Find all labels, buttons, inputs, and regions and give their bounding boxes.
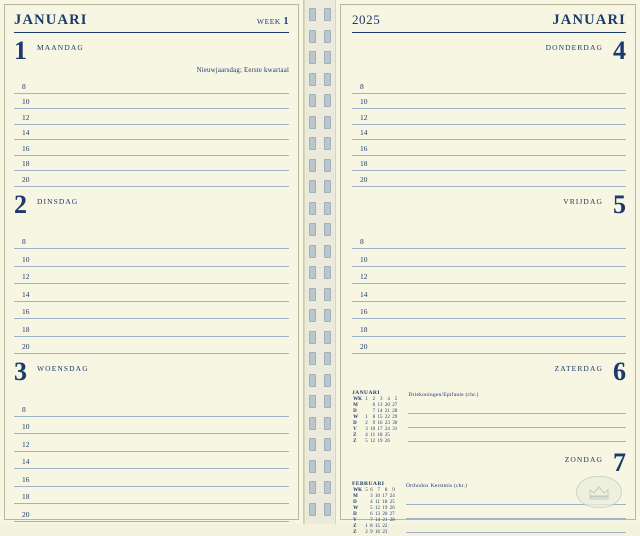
- mini-cell: 20: [384, 403, 390, 409]
- day-entry-5[interactable]: [352, 189, 626, 355]
- day-3-number: 3: [14, 357, 27, 386]
- mini-cell: 9: [392, 488, 395, 494]
- mini-cell: 21: [382, 518, 388, 524]
- hour-label: 12: [359, 112, 368, 122]
- hour-label: 18: [22, 324, 30, 334]
- mini-row-label: D: [353, 500, 357, 506]
- mini-cell: 31: [392, 427, 398, 433]
- binding-ring-icon: [309, 116, 331, 129]
- day-2-number: 2: [14, 189, 27, 219]
- mini-cell: 5: [365, 439, 368, 445]
- mini-row-label: WK: [353, 397, 363, 403]
- mini-cell: [391, 439, 398, 445]
- mini-cell: 17: [382, 494, 388, 500]
- mini-cell: 8: [384, 488, 388, 494]
- mini-cell: 24: [389, 494, 395, 500]
- hour-row: [352, 267, 626, 285]
- mini-cell: 22: [382, 524, 388, 530]
- hour-label: 8: [22, 404, 26, 414]
- hour-label: 14: [22, 128, 30, 137]
- mini-cell: 3: [370, 494, 373, 500]
- hour-row: [14, 487, 289, 505]
- hour-row: [14, 399, 289, 417]
- hour-label: 18: [22, 492, 30, 501]
- mini-cell: 25: [384, 433, 390, 439]
- week-number: 1: [283, 16, 290, 27]
- hour-label: 14: [22, 289, 30, 299]
- mini-calendar-january: [352, 390, 398, 445]
- mini-cell: 18: [382, 500, 388, 506]
- mini-cell: 1: [365, 415, 368, 421]
- day-1-number: 1: [14, 36, 27, 65]
- mini-cell: 17: [377, 427, 383, 433]
- mini-cell: 5: [365, 488, 368, 494]
- mini-cell: 14: [377, 409, 383, 415]
- day-4-hour-grid[interactable]: [352, 78, 626, 187]
- mini-cell: 20: [382, 512, 388, 518]
- day-1-heading: [14, 36, 289, 65]
- binding-ring-icon: [309, 374, 331, 387]
- mini-row-label: WK: [353, 488, 363, 494]
- hour-row: [352, 171, 626, 187]
- hour-row: [352, 109, 626, 125]
- binding-ring-icon: [309, 288, 331, 301]
- binding-ring-icon: [309, 266, 331, 279]
- day-5-number: 5: [612, 189, 626, 219]
- binding-ring-icon: [309, 503, 331, 516]
- mini-cell: 2: [372, 397, 376, 403]
- week-label: WEEK: [256, 17, 281, 26]
- mini-row-label: D: [353, 512, 357, 518]
- day-1-hour-grid[interactable]: [14, 78, 289, 187]
- day-entry-1[interactable]: [14, 36, 290, 187]
- mini-cell: 4: [370, 500, 373, 506]
- mini-calendar-january-title: JANUARI: [351, 390, 380, 396]
- mini-cell: 12: [370, 439, 376, 445]
- mini-row-label: Z: [353, 433, 357, 439]
- mini-cell: 1: [365, 397, 368, 403]
- mini-cell: 21: [384, 409, 390, 415]
- day-5-notes: [352, 221, 626, 230]
- mini-cell: 24: [384, 427, 390, 433]
- mini-cell: 11: [370, 433, 376, 439]
- year-label: 2025: [351, 12, 381, 27]
- mini-cell: 15: [377, 415, 383, 421]
- binding-ring-icon: [309, 51, 331, 64]
- binding-ring-icon: [309, 30, 331, 43]
- hour-row: [352, 125, 626, 141]
- day-2-hour-grid[interactable]: [14, 232, 289, 355]
- mini-cell: 12: [374, 506, 380, 512]
- write-line[interactable]: [408, 414, 626, 428]
- mini-cell: 19: [377, 439, 383, 445]
- mini-cell: 10: [374, 494, 380, 500]
- mini-cell: 22: [384, 415, 390, 421]
- mini-cell: 27: [389, 512, 395, 518]
- binding-ring-icon: [309, 395, 331, 408]
- binding-ring-icon: [309, 417, 331, 430]
- hour-row: [14, 302, 289, 320]
- hour-row: [14, 469, 289, 487]
- hour-row: [352, 337, 626, 355]
- hour-row: [14, 504, 289, 522]
- hour-label: 20: [22, 174, 30, 184]
- hour-label: 14: [359, 289, 368, 299]
- hour-row: [14, 125, 289, 141]
- binding-ring-icon: [309, 73, 331, 86]
- hour-label: 8: [359, 81, 364, 91]
- mini-cell: 14: [374, 518, 380, 524]
- binding-ring-icon: [309, 202, 331, 215]
- mini-cell: 23: [384, 421, 390, 427]
- mini-calendar-january-block: [352, 390, 626, 445]
- mini-row-label: Z: [353, 530, 357, 536]
- hour-label: 14: [359, 128, 368, 137]
- day-3-notes: [14, 388, 289, 397]
- mini-cell: 25: [389, 500, 395, 506]
- mini-cell: 2: [365, 530, 368, 536]
- hour-row: [352, 319, 626, 337]
- hour-row: [352, 249, 626, 267]
- left-page-header: [14, 12, 289, 33]
- mini-row-label: V: [353, 427, 357, 433]
- day-1-notes: Nieuwjaarsdag; Eerste kwartaal: [196, 67, 290, 74]
- mini-calendar-january-table: [352, 397, 398, 445]
- right-page: [336, 0, 640, 536]
- mini-cell: 13: [377, 403, 383, 409]
- binding-ring-icon: [309, 159, 331, 172]
- hour-label: 12: [22, 439, 30, 449]
- mini-row-label: V: [353, 518, 357, 524]
- mini-cell: 11: [375, 500, 380, 506]
- hour-row: [14, 319, 289, 337]
- hour-row: [14, 249, 289, 267]
- day-entry-6[interactable]: [351, 357, 626, 445]
- mini-cell: 26: [389, 506, 395, 512]
- hour-row: [14, 94, 289, 110]
- day-4-heading: [352, 36, 626, 65]
- hour-label: 16: [22, 307, 30, 316]
- hour-label: 10: [22, 254, 30, 264]
- day-entry-3[interactable]: [14, 357, 289, 522]
- hour-label: 18: [359, 159, 368, 168]
- hour-label: 10: [359, 254, 368, 264]
- hour-label: 20: [22, 509, 30, 519]
- week-indicator: [257, 16, 289, 27]
- day-3-hour-grid[interactable]: [14, 399, 289, 522]
- mini-row-label: D: [353, 421, 357, 427]
- mini-cell: 3: [365, 427, 368, 433]
- mini-cell: [389, 530, 396, 536]
- spiral-binding: [304, 0, 336, 524]
- day-entry-4[interactable]: [352, 36, 626, 187]
- mini-cell: 28: [389, 518, 395, 524]
- hour-row: [14, 452, 289, 470]
- mini-cell: 7: [370, 518, 373, 524]
- mini-row: [352, 530, 396, 536]
- day-4-notes: [352, 67, 626, 76]
- mini-cell: 18: [377, 433, 383, 439]
- hour-label: 18: [22, 159, 30, 168]
- crown-icon: [586, 483, 612, 501]
- mini-cell: 13: [374, 512, 380, 518]
- day-7-holiday-text: Orthodox Kerstmis (chr.): [405, 483, 468, 490]
- binding-ring-icon: [309, 245, 331, 258]
- mini-cell: 8: [372, 415, 376, 421]
- mini-row: [352, 439, 398, 445]
- hour-row: [14, 267, 289, 285]
- mini-cell: 7: [377, 488, 380, 494]
- mini-cell: 16: [377, 421, 383, 427]
- binding-ring-icon: [309, 223, 331, 236]
- hour-row: [14, 140, 289, 156]
- day-5-heading: [352, 189, 626, 219]
- mini-cell: 23: [382, 530, 388, 536]
- binding-ring-icon: [309, 137, 331, 150]
- day-5-hour-grid[interactable]: [352, 232, 626, 355]
- mini-row-label: W: [353, 415, 359, 421]
- day-2-heading: [14, 189, 289, 219]
- mini-cell: 4: [387, 397, 390, 403]
- day-7-number: 7: [612, 448, 626, 478]
- day-2-name: DINSDAG: [37, 196, 79, 206]
- hour-row: [352, 140, 626, 156]
- mini-cell: 2: [365, 421, 368, 427]
- right-page-header: [352, 12, 626, 33]
- binding-ring-icon: [309, 180, 331, 193]
- hour-label: 16: [22, 143, 30, 153]
- hour-row: [352, 94, 626, 110]
- hour-row: [14, 171, 289, 187]
- hour-label: 12: [359, 272, 368, 281]
- hour-label: 8: [22, 237, 26, 246]
- write-line[interactable]: [408, 428, 626, 442]
- hour-row: [14, 417, 289, 435]
- hour-label: 8: [22, 81, 26, 91]
- hour-row: [352, 302, 626, 320]
- mini-calendar-february-table: [352, 488, 396, 536]
- mini-cell: 29: [392, 415, 398, 421]
- hour-label: 20: [359, 174, 368, 184]
- hour-label: 18: [359, 324, 368, 334]
- right-month-label: JANUARI: [552, 12, 626, 28]
- left-page: [0, 0, 304, 524]
- hour-label: 10: [22, 97, 30, 106]
- hour-label: 16: [22, 474, 30, 484]
- mini-cell: 27: [392, 403, 398, 409]
- hour-row: [352, 78, 626, 94]
- hour-label: 20: [359, 342, 368, 351]
- hour-label: 20: [22, 342, 30, 351]
- mini-row-label: Z: [353, 524, 357, 530]
- day-5-name: VRIJDAG: [563, 196, 603, 206]
- hour-row: [14, 284, 289, 302]
- mini-cell: 4: [365, 433, 368, 439]
- day-6-write-lines[interactable]: [408, 400, 626, 442]
- mini-cell: 1: [365, 524, 368, 530]
- mini-cell: 5: [394, 397, 398, 403]
- mini-cell: 10: [370, 427, 376, 433]
- mini-row-label: M: [353, 403, 358, 409]
- mini-calendar-february: [352, 481, 396, 536]
- day-6-holiday-text: Driekoningen/Epifanie (chr.): [408, 392, 479, 398]
- hour-label: 14: [22, 457, 30, 466]
- mini-row-label: D: [353, 409, 357, 415]
- day-4-name: DONDERDAG: [545, 43, 603, 52]
- hour-row: [14, 337, 289, 355]
- mini-cell: 6: [370, 488, 373, 494]
- day-7-heading: [352, 448, 626, 478]
- mini-row-label: M: [353, 494, 358, 500]
- hour-label: 10: [359, 97, 368, 106]
- mini-calendar-february-title: FEBRUARI: [351, 481, 385, 488]
- mini-cell: 9: [370, 530, 373, 536]
- hour-label: 16: [359, 143, 368, 153]
- hour-row: [352, 284, 626, 302]
- mini-row-label: Z: [353, 439, 357, 445]
- mini-cell: 7: [372, 409, 376, 415]
- mini-row-label: W: [353, 506, 359, 512]
- hour-row: [14, 156, 289, 172]
- mini-cell: 9: [372, 421, 376, 427]
- binding-ring-icon: [309, 352, 331, 365]
- hour-row: [14, 78, 289, 94]
- mini-cell: 3: [379, 397, 383, 403]
- hour-row: [14, 109, 289, 125]
- mini-cell: 8: [370, 524, 373, 530]
- binding-ring-icon: [309, 309, 331, 322]
- write-line[interactable]: [406, 519, 626, 533]
- mini-cell: 26: [384, 439, 390, 445]
- day-2-notes: [14, 221, 289, 230]
- binding-ring-icon: [309, 8, 331, 21]
- mini-cell: 19: [382, 506, 388, 512]
- day-1-name: MAANDAG: [37, 43, 84, 52]
- mini-cell: 15: [374, 524, 380, 530]
- day-3-name: WOENSDAG: [37, 364, 89, 373]
- day-4-number: 4: [612, 36, 626, 65]
- day-7-name: ZONDAG: [564, 455, 603, 465]
- day-3-heading: [14, 357, 289, 386]
- day-entry-2[interactable]: [14, 189, 289, 355]
- binding-ring-icon: [309, 94, 331, 107]
- day-6-number: 6: [612, 357, 626, 386]
- mini-cell: 6: [370, 512, 373, 518]
- binding-ring-icon: [309, 331, 331, 344]
- mini-cell: 28: [392, 409, 398, 415]
- hour-row: [14, 434, 289, 452]
- day-6-heading: [352, 357, 626, 386]
- mini-cell: 30: [392, 421, 398, 427]
- binding-rings: [305, 8, 335, 516]
- hour-row: [14, 232, 289, 250]
- day-6-name: ZATERDAG: [554, 364, 603, 373]
- write-line[interactable]: [408, 400, 626, 414]
- hour-label: 8: [359, 237, 364, 246]
- hour-row: [352, 232, 626, 250]
- crown-emblem-icon: [576, 476, 622, 508]
- mini-cell: 16: [374, 530, 380, 536]
- hour-label: 12: [22, 272, 30, 281]
- hour-label: 10: [22, 422, 30, 431]
- binding-ring-icon: [309, 438, 331, 451]
- hour-label: 16: [359, 307, 368, 316]
- mini-cell: 5: [370, 506, 373, 512]
- hour-row: [352, 156, 626, 172]
- hour-label: 12: [22, 112, 30, 122]
- binding-ring-icon: [309, 481, 331, 494]
- binding-ring-icon: [309, 460, 331, 473]
- left-month-label: JANUARI: [14, 12, 88, 28]
- day-6-holiday-area: [408, 390, 626, 445]
- mini-cell: 6: [372, 403, 376, 409]
